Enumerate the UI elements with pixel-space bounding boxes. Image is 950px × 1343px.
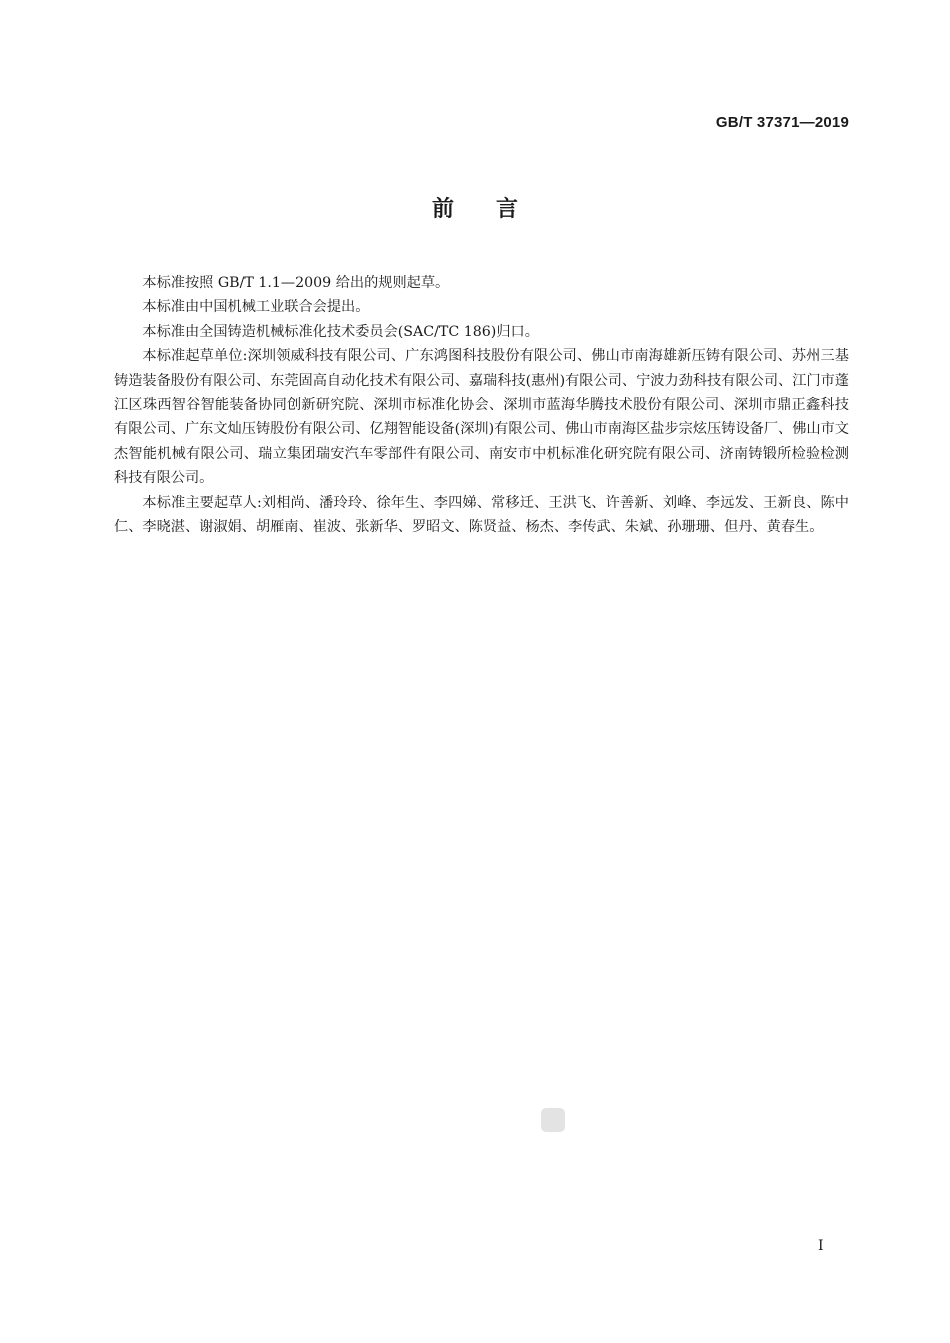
standard-number: GB/T 37371—2019 [715, 114, 849, 131]
scan-mark [541, 1108, 565, 1132]
paragraph-drafting-units: 本标准起草单位:深圳领威科技有限公司、广东鸿图科技股份有限公司、佛山市南海雄新压铸有限公司、苏州三基铸造装备股份有限公司、东莞固高自动化技术有限公司、嘉瑞科技(惠州)有限公司、宁波力劲科技有限公司、江门市蓬江区珠西智谷智能装备协同创新研究院、深圳市标准化协会、深圳市蓝海华腾技术股份有限公司、深圳市鼎正鑫科技有限公司、广东文灿压铸股份有限公司、亿翔智能设备(深圳)有限公司、佛山市南海区盐步宗炫压铸设备厂、佛山市文杰智能机械有限公司、瑞立集团瑞安汽车零部件有限公司、南安市中机标准化研究院有限公司、济南铸锻所检验检测科技有限公司。 [114, 348, 849, 487]
page-number: I [818, 1238, 824, 1254]
paragraph-proposer: 本标准由中国机械工业联合会提出。 [142, 299, 370, 316]
paragraph-main-drafters: 本标准主要起草人:刘相尚、潘玲玲、徐年生、李四娣、常移迁、王洪飞、许善新、刘峰、李远发、王新良、陈中仁、李晓湛、谢淑娟、胡雁南、崔波、张新华、罗昭文、陈贤益、杨杰、李传武、朱斌、孙珊珊、但丹、黄春生。 [114, 494, 849, 536]
paragraph-technical-committee: 本标准由全国铸造机械标准化技术委员会(SAC/TC 186)归口。 [142, 323, 539, 340]
paragraph-drafting-rules: 本标准按照 GB/T 1.1—2009 给出的规则起草。 [142, 275, 450, 291]
foreword-body [114, 271, 849, 539]
page-title: 前言 [431, 197, 560, 222]
